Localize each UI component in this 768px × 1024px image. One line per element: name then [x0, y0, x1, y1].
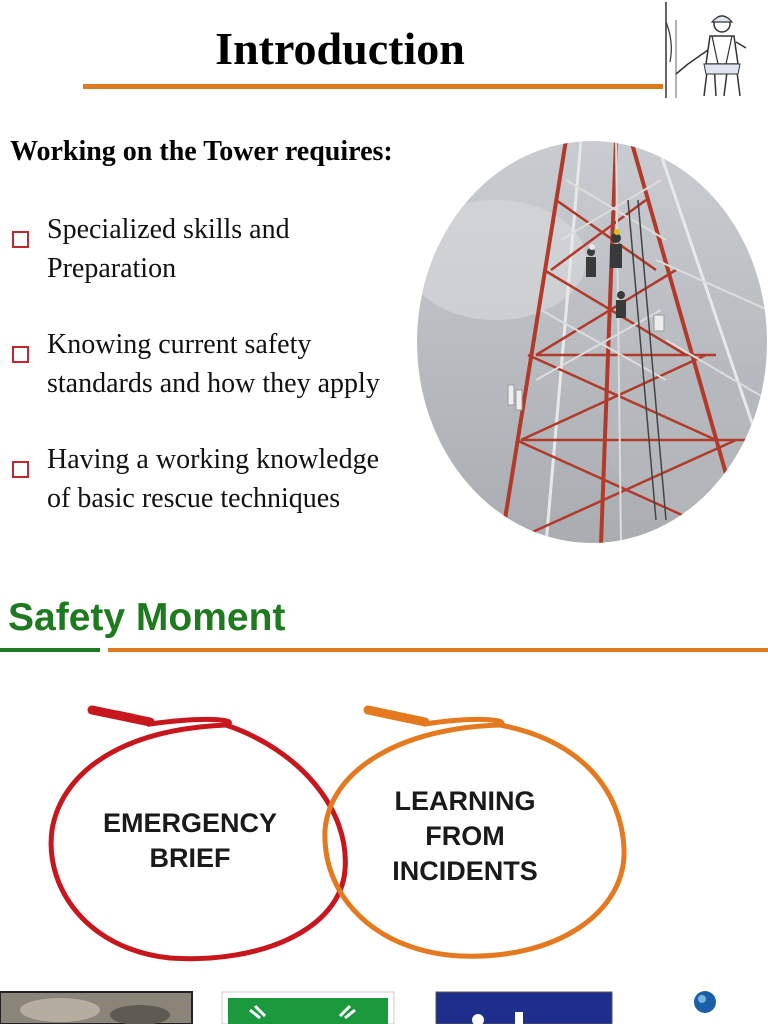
emergency-brief-label — [70, 806, 310, 876]
globe-icon — [694, 991, 716, 1013]
worker-harness-icon — [658, 2, 748, 98]
checkbox-bullet-icon — [12, 335, 29, 352]
bullet-line: Having a working knowledge — [47, 444, 380, 475]
fire-photo-thumbnail — [0, 992, 192, 1024]
bullet-item — [10, 440, 430, 518]
page-title: Introduction — [215, 23, 465, 74]
checkbox-bullet-icon — [12, 450, 29, 467]
safety-moment-divider — [0, 645, 768, 655]
title-underline — [83, 84, 663, 89]
checkbox-bullet-icon — [12, 220, 29, 237]
learning-line: FROM — [425, 821, 505, 851]
bullet-item — [10, 325, 430, 403]
tower-photo — [416, 140, 768, 544]
exit-sign-icon — [222, 992, 394, 1024]
bullet-line: of basic rescue techniques — [47, 483, 341, 514]
blue-sign-icon — [436, 992, 612, 1024]
bullet-item — [10, 210, 430, 288]
bullet-line: Preparation — [47, 253, 177, 284]
learning-from-incidents-label — [345, 784, 585, 889]
emergency-line: BRIEF — [149, 843, 231, 873]
intro-heading: Working on the Tower requires: — [10, 136, 393, 167]
emergency-line: EMERGENCY — [102, 808, 278, 838]
safety-moment-title: Safety Moment — [8, 596, 286, 639]
bullet-line: Knowing current safety — [47, 329, 312, 360]
bullet-line: Specialized skills and — [47, 214, 290, 245]
bottom-thumbnails — [0, 990, 768, 1024]
bullet-line: standards and how they apply — [47, 368, 380, 399]
learning-line: LEARNING — [394, 786, 536, 816]
learning-line: INCIDENTS — [392, 856, 538, 886]
